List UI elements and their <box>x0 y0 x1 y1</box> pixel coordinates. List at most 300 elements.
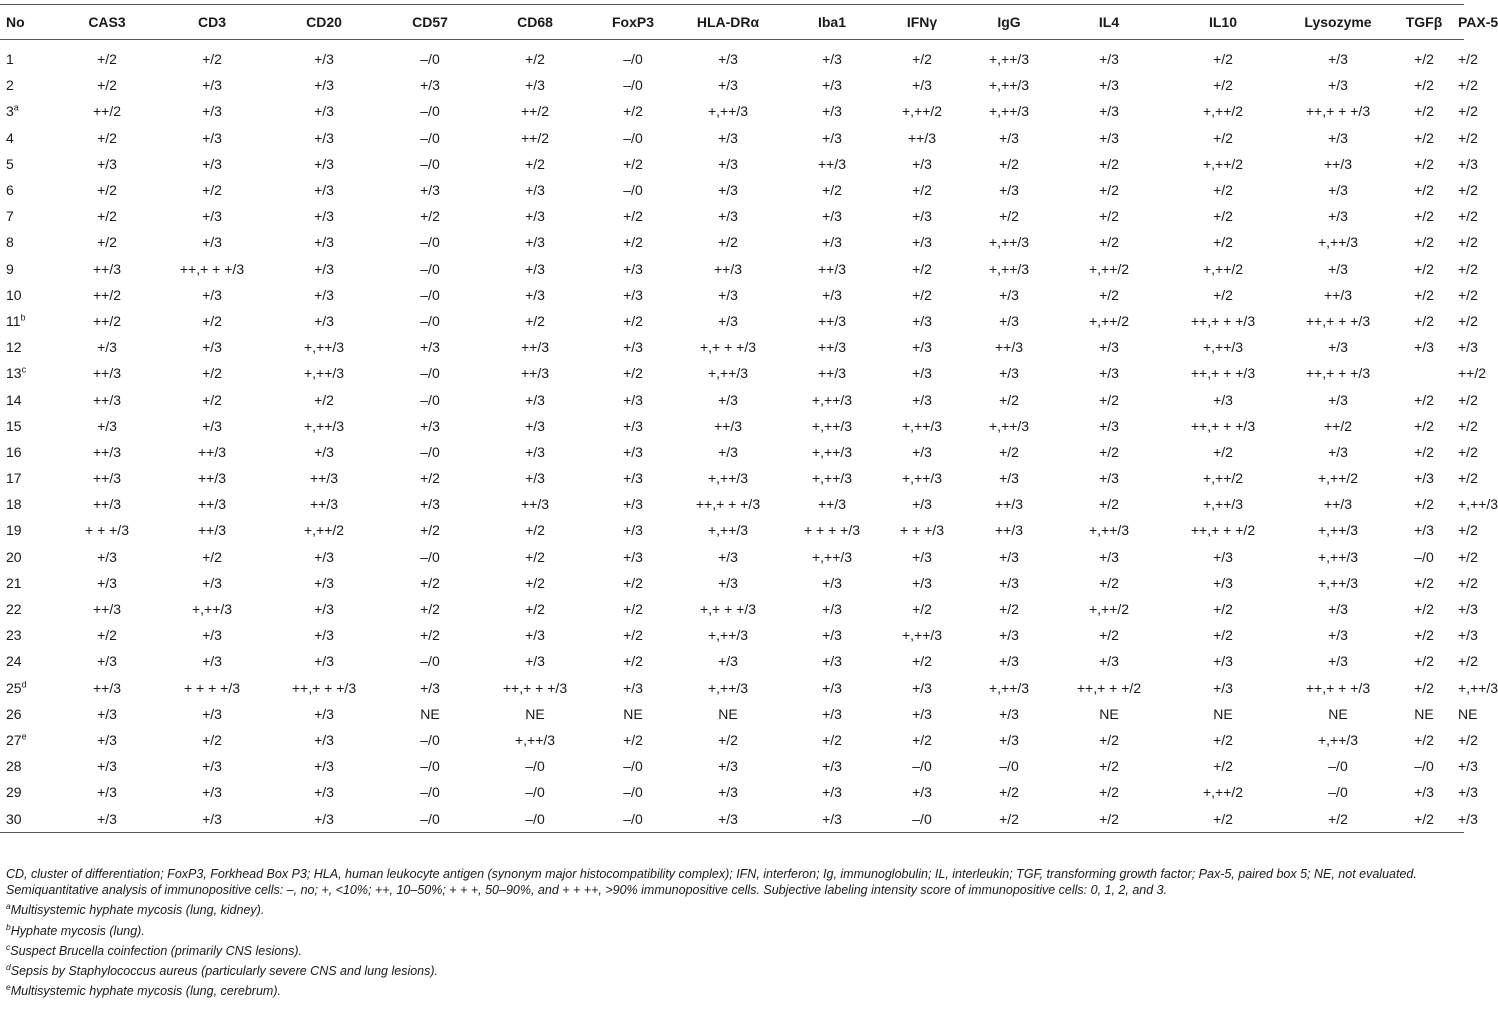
table-cell: +,++/3 <box>1202 496 1244 513</box>
table-cell: +/3 <box>314 234 334 251</box>
table-cell: +/3 <box>822 129 842 146</box>
table-cell: +/3 <box>718 286 738 303</box>
table-cell: ++/3 <box>907 129 937 146</box>
table-cell: +/3 <box>912 679 932 696</box>
column-header: FoxP3 <box>590 5 676 40</box>
table-cell: ++/3 <box>994 522 1024 539</box>
table-cell: +/3 <box>202 103 222 120</box>
footnote-text: Multisystemic hyphate mycosis (lung, kidney). <box>10 903 265 918</box>
table-cell: +,++/2 <box>303 522 345 539</box>
column-header: HLA-DRα <box>676 5 780 40</box>
table-cell: ++/3 <box>994 339 1024 356</box>
table-cell: +/3 <box>718 208 738 225</box>
table-cell: +,++/2 <box>1202 155 1244 172</box>
table-cell: +/3 <box>718 77 738 94</box>
table-row <box>0 413 1464 439</box>
case-number: 22 <box>6 601 22 618</box>
column-header: CD20 <box>268 5 380 40</box>
table-cell: +/3 <box>822 705 842 722</box>
table-cell: +,++/2 <box>1088 260 1130 277</box>
case-number-cell <box>0 125 58 151</box>
table-cell: NE <box>1213 705 1233 722</box>
table-cell: ++/2 <box>520 129 550 146</box>
table-cell: +/2 <box>525 51 545 68</box>
table-cell: +,++/3 <box>707 470 749 487</box>
table-cell: ++/3 <box>1323 496 1353 513</box>
table-cell: +/2 <box>912 731 932 748</box>
table-cell: ++/3 <box>713 260 743 277</box>
column-header: No <box>0 5 58 40</box>
table-cell: +/3 <box>623 443 643 460</box>
table-cell: +/3 <box>1414 339 1434 356</box>
table-row <box>0 517 1464 543</box>
table-cell: +/3 <box>314 443 334 460</box>
table-cell: +,++/3 <box>901 470 943 487</box>
table-cell: +/3 <box>912 496 932 513</box>
table-row <box>0 334 1464 360</box>
table-cell: +/2 <box>1458 653 1478 670</box>
table-cell: ++/3 <box>994 496 1024 513</box>
table-cell: NE <box>1099 705 1119 722</box>
table-cell: +/3 <box>1328 391 1348 408</box>
column-header: IgG <box>960 5 1058 40</box>
table-cell: +/3 <box>1328 77 1348 94</box>
table-cell: +/3 <box>822 679 842 696</box>
table-cell: +,++/3 <box>1458 496 1498 513</box>
table-cell: +,++/2 <box>1088 312 1130 329</box>
table-cell: +/2 <box>1458 260 1478 277</box>
table-cell: +/3 <box>1099 417 1119 434</box>
table-cell: +/3 <box>822 574 842 591</box>
table-cell: +/2 <box>314 391 334 408</box>
table-cell: +/2 <box>1414 496 1434 513</box>
table-cell: NE <box>623 705 643 722</box>
table-cell: –/0 <box>1328 758 1348 775</box>
table-cell: ++/3 <box>817 365 847 382</box>
table-cell: +/2 <box>623 627 643 644</box>
table-cell: +,++/3 <box>988 234 1030 251</box>
case-number: 7 <box>6 208 14 225</box>
table-cell: +/3 <box>822 758 842 775</box>
table-cell: ++/2 <box>520 103 550 120</box>
table-cell: + + +/3 <box>85 522 129 539</box>
table-cell: ++/2 <box>92 312 122 329</box>
table-cell: +/3 <box>822 784 842 801</box>
table-cell: +,++/3 <box>303 417 345 434</box>
table-cell: +,++/3 <box>901 417 943 434</box>
table-cell: +/2 <box>912 260 932 277</box>
table-cell: +/2 <box>1414 182 1434 199</box>
table-cell: +,++/2 <box>1317 470 1359 487</box>
table-cell: +/3 <box>97 731 117 748</box>
table-cell: +/3 <box>623 339 643 356</box>
case-number-cell <box>0 701 58 727</box>
table-cell: +/2 <box>97 129 117 146</box>
case-number: 30 <box>6 810 22 827</box>
table-cell: +,+ + +/3 <box>699 339 757 356</box>
table-cell: +/2 <box>1458 312 1478 329</box>
case-number-cell <box>0 544 58 570</box>
table-cell: +/3 <box>1414 470 1434 487</box>
table-cell: +/3 <box>1099 365 1119 382</box>
table-cell: –/0 <box>623 129 643 146</box>
table-cell: +/3 <box>912 208 932 225</box>
table-cell: +/3 <box>999 705 1019 722</box>
table-cell: +/3 <box>1458 758 1478 775</box>
table-cell: +/3 <box>97 705 117 722</box>
table-row <box>0 125 1464 151</box>
table-cell: +/2 <box>1213 601 1233 618</box>
table-cell: +,++/3 <box>1317 234 1359 251</box>
table-cell: +/2 <box>525 574 545 591</box>
table-cell: +/2 <box>1414 731 1434 748</box>
table-cell: +/3 <box>1458 601 1478 618</box>
table-cell: +/3 <box>1328 129 1348 146</box>
case-number-cell <box>0 465 58 491</box>
table-cell: +/3 <box>525 627 545 644</box>
table-cell: NE <box>718 705 738 722</box>
table-cell: –/0 <box>623 182 643 199</box>
case-number: 18 <box>6 496 22 513</box>
table-cell: +/3 <box>999 470 1019 487</box>
table-cell: ++/3 <box>92 443 122 460</box>
table-cell: NE <box>525 705 545 722</box>
table-cell: +/3 <box>58 805 156 832</box>
case-number: 3 <box>6 103 14 120</box>
table-cell: ++/2 <box>92 286 122 303</box>
column-header: Lysozyme <box>1286 5 1390 40</box>
case-number-cell <box>0 727 58 753</box>
table-row <box>0 596 1464 622</box>
table-cell: +/2 <box>1213 182 1233 199</box>
table-cell: +/3 <box>623 679 643 696</box>
table-cell: ++,+ + +/3 <box>1305 312 1371 329</box>
table-cell: ++/3 <box>197 496 227 513</box>
column-header: CD3 <box>156 5 268 40</box>
table-cell: +/3 <box>525 208 545 225</box>
table-cell: +/3 <box>999 731 1019 748</box>
table-cell: +/3 <box>202 627 222 644</box>
case-number: 16 <box>6 443 22 460</box>
table-cell: +/3 <box>97 417 117 434</box>
table-cell: +/2 <box>1458 522 1478 539</box>
table-cell: +/3 <box>1099 129 1119 146</box>
table-cell: +/3 <box>1099 470 1119 487</box>
table-cell: –/0 <box>420 784 440 801</box>
table-cell: ++/3 <box>520 365 550 382</box>
case-number: 19 <box>6 522 22 539</box>
table-cell: +/2 <box>97 51 117 68</box>
immunohistochemistry-table <box>0 4 1498 833</box>
table-cell: +/2 <box>822 731 842 748</box>
table-cell: ++/3 <box>309 496 339 513</box>
table-row <box>0 675 1464 701</box>
table-cell: +,++/3 <box>707 365 749 382</box>
table-cell: –/0 <box>1414 758 1434 775</box>
table-cell: +/3 <box>97 339 117 356</box>
table-cell: +/2 <box>623 155 643 172</box>
case-number: 24 <box>6 653 22 670</box>
footnote <box>6 923 1456 939</box>
footnote-mark: b <box>6 921 11 932</box>
table-cell: +,++/3 <box>988 103 1030 120</box>
table-cell: –/0 <box>623 51 643 68</box>
table-cell: –/0 <box>480 805 590 832</box>
table-cell: +,++/3 <box>1317 574 1359 591</box>
table-cell: +/2 <box>623 103 643 120</box>
table-cell: –/0 <box>420 129 440 146</box>
table-row <box>0 40 1464 73</box>
table-cell: +/2 <box>1414 51 1434 68</box>
table-cell: ++,+ + +/2 <box>1190 522 1256 539</box>
table-cell: +/2 <box>1099 391 1119 408</box>
footnote-text: Hyphate mycosis (lung). <box>10 923 145 938</box>
table-cell: +/3 <box>202 129 222 146</box>
case-number: 13 <box>6 365 22 382</box>
table-cell: ++/3 <box>92 365 122 382</box>
case-number: 25 <box>6 679 22 696</box>
table-cell: +,++/3 <box>303 339 345 356</box>
table-cell: +/3 <box>314 208 334 225</box>
case-number: 20 <box>6 548 22 565</box>
case-number-cell <box>0 779 58 805</box>
table-cell: ++/2 <box>1458 365 1487 382</box>
table-cell <box>1390 360 1458 386</box>
table-cell: +,++/3 <box>811 470 853 487</box>
table-cell: +/3 <box>525 260 545 277</box>
table-cell: +/3 <box>420 182 440 199</box>
footnote-marker: b <box>20 312 26 323</box>
table-cell: –/0 <box>1328 784 1348 801</box>
table-cell: +/3 <box>1099 653 1119 670</box>
table-cell: ++/2 <box>1323 417 1353 434</box>
table-cell: +/3 <box>912 391 932 408</box>
table-cell: +/2 <box>525 312 545 329</box>
case-number-cell <box>0 439 58 465</box>
case-number: 28 <box>6 758 22 775</box>
table-cell: +/2 <box>999 784 1019 801</box>
table-cell: +/2 <box>718 234 738 251</box>
table-cell: +/3 <box>999 574 1019 591</box>
table-cell: +/3 <box>1213 679 1233 696</box>
table-cell: +/3 <box>97 784 117 801</box>
table-cell: +/2 <box>912 653 932 670</box>
table-cell: –/0 <box>590 805 676 832</box>
case-number-cell <box>0 648 58 674</box>
table-cell: –/0 <box>525 784 545 801</box>
table-cell: +/2 <box>1099 182 1119 199</box>
table-cell: +/2 <box>960 805 1058 832</box>
table-cell: +,++/3 <box>811 548 853 565</box>
table-cell: –/0 <box>884 805 960 832</box>
table-cell: +/3 <box>156 805 268 832</box>
column-header: CD57 <box>380 5 480 40</box>
table-cell: +/3 <box>623 391 643 408</box>
footnote-text: Multisystemic hyphate mycosis (lung, cerebrum). <box>10 984 281 999</box>
table-cell: +/3 <box>718 443 738 460</box>
table-cell: +/2 <box>1414 574 1434 591</box>
table-cell: +/3 <box>1458 155 1478 172</box>
table-cell: +/2 <box>97 208 117 225</box>
table-cell: +/3 <box>314 286 334 303</box>
table-cell: +,++/3 <box>707 103 749 120</box>
table-cell: +/3 <box>525 653 545 670</box>
table-cell: ++/3 <box>92 496 122 513</box>
table-cell: +/3 <box>1213 391 1233 408</box>
table-row <box>0 491 1464 517</box>
table-row <box>0 386 1464 412</box>
table-cell: +/3 <box>822 627 842 644</box>
table-cell: +/3 <box>623 496 643 513</box>
table-body <box>0 40 1498 833</box>
table-cell: ++,+ + +/3 <box>179 260 245 277</box>
table-cell: +/3 <box>314 155 334 172</box>
footnote-marker: c <box>21 364 27 375</box>
table-cell: +/2 <box>1099 208 1119 225</box>
table-cell: ++/3 <box>1323 286 1353 303</box>
table-cell: + + +/3 <box>900 522 944 539</box>
table-row <box>0 203 1464 229</box>
table-cell: +/2 <box>1458 574 1478 591</box>
table-cell: –/0 <box>420 155 440 172</box>
table-cell: +,++/3 <box>514 731 556 748</box>
table-cell: +/3 <box>420 679 440 696</box>
table-cell: –/0 <box>1414 548 1434 565</box>
table-cell: ++,+ + +/3 <box>291 679 357 696</box>
table-cell: +/2 <box>912 286 932 303</box>
table-cell: +/2 <box>1099 758 1119 775</box>
table-cell: +/2 <box>1213 758 1233 775</box>
table-cell: –/0 <box>420 234 440 251</box>
table-cell: +/2 <box>1414 234 1434 251</box>
footnote <box>6 983 1456 999</box>
table-cell: +/2 <box>999 208 1019 225</box>
table-cell: +/3 <box>314 103 334 120</box>
table-cell: –/0 <box>420 653 440 670</box>
case-number-cell <box>0 570 58 596</box>
footnote-marker: e <box>21 731 27 742</box>
table-cell: +/3 <box>202 208 222 225</box>
table-cell: +/3 <box>314 548 334 565</box>
table-cell: –/0 <box>420 260 440 277</box>
case-number-cell <box>0 177 58 203</box>
footnote <box>6 943 1456 959</box>
table-cell: +/2 <box>1414 260 1434 277</box>
table-cell: ++,+ + +/3 <box>1305 103 1371 120</box>
table-cell: +/2 <box>1414 627 1434 644</box>
table-cell: +/3 <box>202 234 222 251</box>
table-cell: ++/3 <box>713 417 743 434</box>
table-cell: +,++/2 <box>1088 601 1130 618</box>
table-cell: +/3 <box>314 574 334 591</box>
table-cell: +/2 <box>1213 129 1233 146</box>
table-cell: +/3 <box>420 417 440 434</box>
table-cell: +,++/3 <box>988 77 1030 94</box>
table-cell: +,++/3 <box>811 417 853 434</box>
table-cell: +/3 <box>1458 627 1478 644</box>
table-row <box>0 544 1464 570</box>
table-cell: +/2 <box>1160 805 1286 832</box>
table-row <box>0 308 1464 334</box>
table-cell: +/3 <box>1213 653 1233 670</box>
table-cell: +/3 <box>718 129 738 146</box>
table-cell: +/3 <box>202 286 222 303</box>
case-number: 15 <box>6 417 22 434</box>
table-cell: +/3 <box>912 574 932 591</box>
table-cell: +/3 <box>525 286 545 303</box>
table-cell: +/3 <box>314 601 334 618</box>
table-cell: +/2 <box>1213 51 1233 68</box>
table-cell: +/2 <box>1414 129 1434 146</box>
table-cell: +/2 <box>202 365 222 382</box>
table-cell: +/2 <box>999 391 1019 408</box>
table-cell: +/2 <box>623 208 643 225</box>
table-cell: +,++/3 <box>901 627 943 644</box>
table-cell: +/2 <box>1213 77 1233 94</box>
table-cell: + + + +/3 <box>183 679 241 696</box>
table-cell: +,++/3 <box>191 601 233 618</box>
table-cell: +/2 <box>525 155 545 172</box>
table-cell: +/2 <box>1390 805 1458 832</box>
table-cell: ++/3 <box>197 470 227 487</box>
table-cell: –/0 <box>420 443 440 460</box>
table-cell: +/3 <box>718 312 738 329</box>
table-cell: +/2 <box>1414 103 1434 120</box>
table-cell: +/3 <box>718 548 738 565</box>
table-cell: +/2 <box>1213 443 1233 460</box>
table-cell: +/3 <box>202 653 222 670</box>
table-cell: +/2 <box>1414 653 1434 670</box>
table-cell: +/2 <box>912 182 932 199</box>
table-cell: +/3 <box>97 758 117 775</box>
table-cell: +/3 <box>999 312 1019 329</box>
table-cell: +/2 <box>1458 182 1478 199</box>
table-cell: +/3 <box>912 77 932 94</box>
table-cell: +/2 <box>202 391 222 408</box>
table-cell: +/2 <box>1458 731 1478 748</box>
table-cell: +/3 <box>999 365 1019 382</box>
case-number: 1 <box>6 51 14 68</box>
table-cell: +/3 <box>912 234 932 251</box>
table-cell: +/2 <box>1414 679 1434 696</box>
table-cell: NE <box>420 705 440 722</box>
table-cell: +/3 <box>202 417 222 434</box>
table-cell: +/2 <box>1099 627 1119 644</box>
table-cell: +/3 <box>822 77 842 94</box>
table-cell: +/3 <box>999 129 1019 146</box>
table-cell: +/2 <box>912 51 932 68</box>
table-cell: +/3 <box>822 208 842 225</box>
table-header-row <box>0 5 1464 40</box>
table-cell: +/3 <box>420 496 440 513</box>
table-cell: ++/2 <box>92 103 122 120</box>
table-cell: +/3 <box>1328 339 1348 356</box>
table-cell: +/2 <box>999 601 1019 618</box>
table-cell: +,++/3 <box>811 443 853 460</box>
table-cell: +,++/3 <box>988 417 1030 434</box>
table-cell: +/2 <box>1414 208 1434 225</box>
table-cell: +/3 <box>1458 784 1478 801</box>
table-cell: ++/3 <box>1323 155 1353 172</box>
case-number-cell <box>0 282 58 308</box>
table-cell: +,++/3 <box>1458 679 1498 696</box>
table-row <box>0 98 1464 124</box>
table-cell: +/2 <box>1458 286 1478 303</box>
table-cell: +/3 <box>1414 522 1434 539</box>
table-cell: –/0 <box>525 758 545 775</box>
table-cell: +,++/2 <box>1202 470 1244 487</box>
table-cell: –/0 <box>420 391 440 408</box>
